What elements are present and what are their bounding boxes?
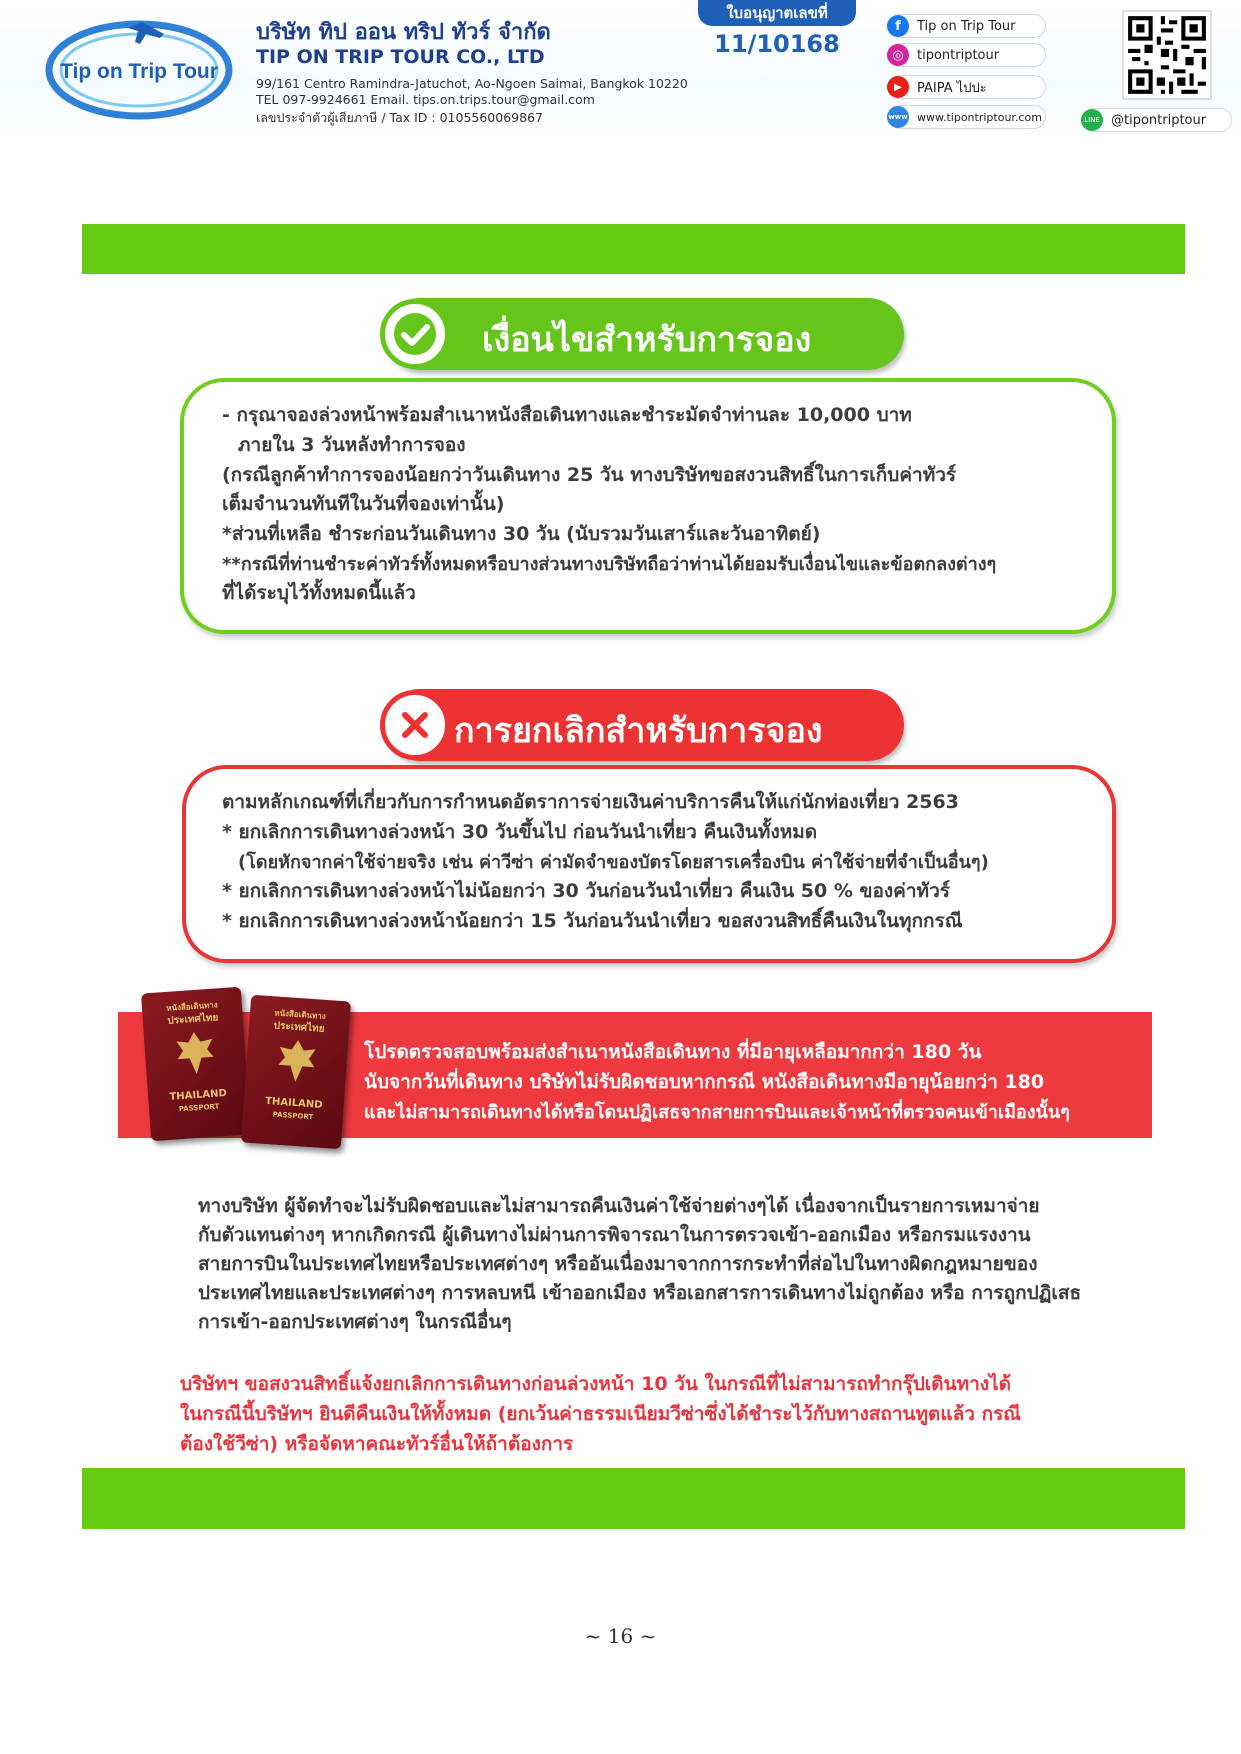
passport-notice-line: โปรดตรวจสอบพร้อมส่งสำเนาหนังสือเดินทาง ที่มีอายุเหลือมากกว่า 180 วัน: [364, 1041, 982, 1063]
license-label: ใบอนุญาตเลขที่: [698, 0, 856, 26]
website-label: www.tipontriptour.com: [917, 110, 1042, 124]
condition-line: ที่ได้ระบุไว้ทั้งหมดนี้แล้ว: [222, 582, 416, 604]
cancellation-line: * ยกเลิกการเดินทางล่วงหน้าน้อยกว่า 15 วันก่อนวันนำเที่ยว ขอสงวนสิทธิ์คืนเงินในทุกกรณี: [222, 910, 963, 932]
youtube-icon: ▶: [887, 76, 909, 98]
line-link[interactable]: [1082, 108, 1232, 132]
web-icon: www: [887, 106, 909, 128]
line-label: @tipontriptour: [1111, 112, 1207, 128]
disclaimer-line: ประเทศไทยและประเทศต่างๆ การหลบหนี เข้าออกเมือง หรือเอกสารการเดินทางไม่ถูกต้อง หรือ การถูกปฏิเสธ: [198, 1282, 1082, 1304]
company-name-english: TIP ON TRIP TOUR CO., LTD: [256, 46, 545, 68]
company-right-line: ต้องใช้วีซ่า) หรือจัดหาคณะทัวร์อื่นให้ถ้าต้องการ: [180, 1433, 574, 1455]
company-right-line: ในกรณีนี้บริษัทฯ ยินดีคืนเงินให้ทั้งหมด (ยกเว้นค่าธรรมเนียมวีซ่าซึ่งได้ชำระไว้กับทางสถานทูตแล้ว กรณี: [180, 1403, 1021, 1425]
page-number: ~ 16 ~: [584, 1624, 657, 1648]
youtube-label: PAIPA ไปปะ: [917, 80, 987, 96]
disclaimer-line: สายการบินในประเทศไทยหรือประเทศต่างๆ หรืออันเนื่องมาจากการกระทำที่ส่อไปในทางผิดกฎหมายของ: [198, 1253, 1038, 1275]
facebook-icon: f: [887, 15, 909, 37]
passport-image: [141, 987, 251, 1142]
garuda-emblem: [172, 1029, 219, 1078]
company-name-thai: บริษัท ทิป ออน ทริป ทัวร์ จำกัด: [256, 20, 551, 45]
passport-notice-line: และไม่สามารถเดินทางได้หรือโดนปฏิเสธจากสายการบินและเจ้าหน้าที่ตรวจคนเข้าเมืองนั้นๆ: [364, 1102, 1070, 1123]
passport-notice-line: นับจากวันที่เดินทาง บริษัทไม่รับผิดชอบหากกรณี หนังสือเดินทางมีอายุน้อยกว่า 180: [364, 1071, 1045, 1093]
cancellation-line: * ยกเลิกการเดินทางล่วงหน้าไม่น้อยกว่า 30 วันก่อนวันนำเที่ยว คืนเงิน 50 % ของค่าทัวร์: [222, 880, 950, 902]
garuda-emblem: [273, 1037, 320, 1086]
cancellation-line: (โดยหักจากค่าใช้จ่ายจริง เช่น ค่าวีซ่า ค่ามัดจำของบัตรโดยสารเครื่องบิน ค่าใช้จ่ายที่จำเป็นอื่นๆ): [238, 852, 989, 873]
instagram-label: tipontriptour: [917, 47, 1000, 63]
disclaimer-line: ทางบริษัท ผู้จัดทำจะไม่รับผิดชอบและไม่สามารถคืนเงินค่าใช้จ่ายต่างๆได้ เนื่องจากเป็นรายการเหมาจ่าย: [198, 1195, 1040, 1217]
condition-line: (กรณีลูกค้าทำการจองน้อยกว่าวันเดินทาง 25 วัน ทางบริษัทขอสงวนสิทธิ์ในการเก็บค่าทัวร์: [222, 464, 957, 486]
passport-label-1: THAILAND: [264, 1095, 323, 1111]
website-link[interactable]: [888, 105, 1046, 129]
cancellation-heading: [384, 689, 904, 761]
check-icon: [380, 299, 450, 369]
line-icon: LINE: [1081, 109, 1103, 131]
passport-country: ประเทศไทย: [273, 1020, 325, 1035]
company-address: 99/161 Centro Ramindra-Jatuchot, Ao-Ngoen Saimai, Bangkok 10220: [256, 76, 688, 91]
company-contact: TEL 097-9924661 Email. tips.on.trips.tour@gmail.com: [256, 92, 595, 107]
passport-label-1: THAILAND: [169, 1087, 228, 1103]
passport-title: หนังสือเดินทาง: [166, 1000, 218, 1013]
condition-line: *ส่วนที่เหลือ ชำระก่อนวันเดินทาง 30 วัน (นับรวมวันเสาร์และวันอาทิตย์): [222, 523, 821, 545]
top-green-bar: [82, 224, 1185, 274]
youtube-link[interactable]: [888, 75, 1046, 99]
facebook-link[interactable]: [888, 14, 1046, 38]
passport-label-2: PASSPORT: [178, 1102, 220, 1114]
passport-label-2: PASSPORT: [272, 1110, 314, 1122]
logo-text: Tip on Trip Tour: [60, 60, 218, 83]
company-tax-id: เลขประจำตัวผู้เสียภาษี / Tax ID : 0105560069867: [256, 110, 543, 125]
conditions-title: เงื่อนไขสำหรับการจอง: [482, 320, 812, 360]
passport-country: ประเทศไทย: [167, 1012, 219, 1027]
cancellation-title: การยกเลิกสำหรับการจอง: [454, 711, 823, 751]
company-logo: [44, 14, 234, 122]
instagram-link[interactable]: [888, 43, 1046, 67]
condition-line: เต็มจำนวนทันทีในวันที่จองเท่านั้น): [222, 493, 505, 515]
license-number: 11/10168: [714, 30, 840, 58]
cancellation-line: * ยกเลิกการเดินทางล่วงหน้า 30 วันขึ้นไป ก่อนวันนำเที่ยว คืนเงินทั้งหมด: [222, 821, 818, 843]
condition-line: - กรุณาจองล่วงหน้าพร้อมสำเนาหนังสือเดินทางและชำระมัดจำท่านละ 10,000 บาท: [222, 404, 912, 426]
condition-line: ภายใน 3 วันหลังทำการจอง: [238, 434, 466, 456]
company-right-line: บริษัทฯ ขอสงวนสิทธิ์แจ้งยกเลิกการเดินทางก่อนล่วงหน้า 10 วัน ในกรณีที่ไม่สามารถทำกรุ๊ปเดินทางได้: [180, 1373, 1011, 1395]
cross-icon: [380, 690, 450, 760]
instagram-icon: ◎: [887, 44, 909, 66]
condition-line: **กรณีที่ท่านชำระค่าทัวร์ทั้งหมดหรือบางส่วนทางบริษัทถือว่าท่านได้ยอมรับเงื่อนไขและข้อตกลงต่างๆ: [222, 554, 997, 575]
disclaimer-line: การเข้า-ออกประเทศต่างๆ ในกรณีอื่นๆ: [198, 1311, 512, 1333]
bottom-green-bar: [82, 1468, 1185, 1529]
qr-code: [1122, 10, 1212, 100]
disclaimer-line: กับตัวแทนต่างๆ หากเกิดกรณี ผู้เดินทางไม่ผ่านการพิจารณาในการตรวจเข้า-ออกเมือง หรือกรมแรงงาน: [198, 1224, 1031, 1246]
passport-image: [241, 995, 351, 1150]
cancellation-line: ตามหลักเกณฑ์ที่เกี่ยวกับการกำหนดอัตราการจ่ายเงินค่าบริการคืนให้แก่นักท่องเที่ยว 2563: [222, 791, 959, 813]
conditions-heading: [384, 298, 904, 370]
facebook-label: Tip on Trip Tour: [917, 18, 1016, 34]
passport-title: หนังสือเดินทาง: [274, 1008, 326, 1021]
